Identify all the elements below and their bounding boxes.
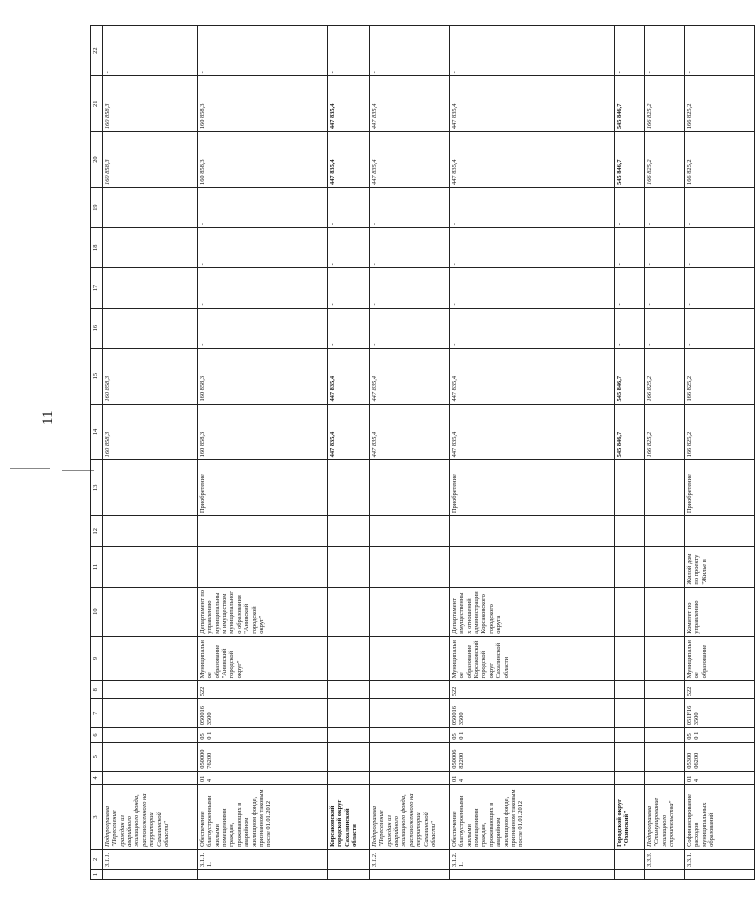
table-cell-col-7: 051F16 3500 <box>685 699 755 728</box>
table-cell-col-22: - <box>328 26 370 76</box>
table-cell-col-13 <box>645 460 685 516</box>
table-cell-col-12 <box>198 516 328 547</box>
table-cell-col-19: - <box>685 187 755 227</box>
table-cell-col-13 <box>328 460 370 516</box>
table-cell-col-3: Подпрограмма "Переселение граждан из аварийного жилищного фонда, расположенного на территории Сахалинской области" <box>370 785 450 850</box>
table-cell-col-22: - <box>685 26 755 76</box>
scan-edge-mark <box>10 468 50 469</box>
table-cell-col-2: 3.1.2.1. <box>450 849 615 869</box>
table-row <box>370 26 450 880</box>
table-cell-col-14: 447 835,4 <box>370 404 450 460</box>
table-cell-col-19: - <box>370 187 450 227</box>
table-cell-col-4: 014 <box>198 771 328 784</box>
column-number-15: 15 <box>91 348 103 404</box>
column-number-13: 13 <box>91 460 103 516</box>
table-cell-col-12 <box>615 516 645 547</box>
table-cell-col-1 <box>645 869 685 879</box>
column-number-2: 2 <box>91 849 103 869</box>
table-cell-col-11 <box>370 547 450 587</box>
table-cell-col-6 <box>645 728 685 743</box>
table-cell-col-14: 166 825,2 <box>685 404 755 460</box>
table-cell-col-1 <box>370 869 450 879</box>
table-cell-col-10 <box>370 587 450 636</box>
table-cell-col-12 <box>328 516 370 547</box>
table-cell-col-17: - <box>450 268 615 308</box>
column-number-14: 14 <box>91 404 103 460</box>
page-number: 11 <box>40 410 56 425</box>
table-cell-col-4 <box>645 771 685 784</box>
table-cell-col-11 <box>450 547 615 587</box>
table-cell-col-2: 3.1.1.1. <box>198 849 328 869</box>
table-cell-col-1 <box>450 869 615 879</box>
table-cell-col-12 <box>645 516 685 547</box>
table-cell-col-3: Корсаковский городской округ Сахалинской области <box>328 785 370 850</box>
column-number-20: 20 <box>91 132 103 188</box>
table-cell-col-5 <box>103 742 198 771</box>
table-cell-col-7 <box>615 699 645 728</box>
table-cell-col-2: 3.3.1. <box>685 849 755 869</box>
table-cell-col-14: 447 835,4 <box>328 404 370 460</box>
table-cell-col-7: 050016 3500 <box>198 699 328 728</box>
column-number-22: 22 <box>91 26 103 76</box>
table-cell-col-10: Департамент по управлению муниципальным имуществом муниципального образования "Анивский городской округ" <box>198 587 328 636</box>
table-cell-col-2: 3.1.2. <box>370 849 450 869</box>
table-cell-col-15: 160 858,3 <box>103 348 198 404</box>
table-cell-col-22: - <box>103 26 198 76</box>
table-cell-col-15: 166 825,2 <box>645 348 685 404</box>
table-cell-col-1 <box>685 869 755 879</box>
column-number-4: 4 <box>91 771 103 784</box>
table-cell-col-20: 160 858,3 <box>103 132 198 188</box>
table-cell-col-13 <box>103 460 198 516</box>
table-cell-col-9 <box>370 636 450 681</box>
column-number-5: 5 <box>91 742 103 771</box>
table-cell-col-13: Приобретение <box>198 460 328 516</box>
table-cell-col-13 <box>615 460 645 516</box>
table-cell-col-6: 050 1 <box>450 728 615 743</box>
table-cell-col-8 <box>615 681 645 699</box>
table-cell-col-22: - <box>198 26 328 76</box>
table-cell-col-21: 545 846,7 <box>615 76 645 132</box>
table-cell-col-19: - <box>198 187 328 227</box>
table-cell-col-4: 014 <box>685 771 755 784</box>
table-cell-col-18: - <box>615 228 645 268</box>
table-cell-col-2 <box>328 849 370 869</box>
table-cell-col-13: Приобретение <box>685 460 755 516</box>
column-number-16: 16 <box>91 308 103 348</box>
column-number-10: 10 <box>91 587 103 636</box>
table-row <box>450 26 615 880</box>
table-cell-col-11 <box>198 547 328 587</box>
table-cell-col-7: 050016 3500 <box>450 699 615 728</box>
table-cell-col-3: Софинансирование расходов муниципальных образований <box>685 785 755 850</box>
table-cell-col-8 <box>645 681 685 699</box>
table-cell-col-8: 522 <box>198 681 328 699</box>
table-cell-col-21: 447 835,4 <box>370 76 450 132</box>
table-cell-col-17: - <box>685 268 755 308</box>
table-cell-col-22: - <box>645 26 685 76</box>
table-cell-col-22: - <box>615 26 645 76</box>
table-cell-col-22: - <box>370 26 450 76</box>
table-cell-col-20: 447 835,4 <box>450 132 615 188</box>
table-cell-col-21: 160 858,3 <box>103 76 198 132</box>
column-number-7: 7 <box>91 699 103 728</box>
table-cell-col-11 <box>328 547 370 587</box>
table-cell-col-18: - <box>370 228 450 268</box>
table-cell-col-10 <box>645 587 685 636</box>
table-cell-col-11 <box>645 547 685 587</box>
table-cell-col-11: Жилой дом по проекту "Жилье в <box>685 547 755 587</box>
table-cell-col-5: 05300 06200 <box>685 742 755 771</box>
table-cell-col-10: Департамент имущественных отношений администрации Корсаковского городского округа <box>450 587 615 636</box>
table-cell-col-4 <box>328 771 370 784</box>
table-cell-col-20: 545 846,7 <box>615 132 645 188</box>
column-number-6: 6 <box>91 728 103 743</box>
table-cell-col-5 <box>645 742 685 771</box>
table-cell-col-9: Муниципальное образование "Анивский городской округ" <box>198 636 328 681</box>
table-cell-col-19: - <box>450 187 615 227</box>
table-cell-col-16: - <box>450 308 615 348</box>
table-cell-col-4 <box>615 771 645 784</box>
table-cell-col-19: - <box>328 187 370 227</box>
table-cell-col-3: Городской округ "Охинский" <box>615 785 645 850</box>
table-cell-col-16: - <box>328 308 370 348</box>
rotated-table-container <box>90 25 755 880</box>
table-cell-col-18: - <box>450 228 615 268</box>
table-cell-col-9 <box>645 636 685 681</box>
table-cell-col-8: 522 <box>450 681 615 699</box>
table-cell-col-21: 447 835,4 <box>450 76 615 132</box>
table-cell-col-2: 3.3.3. <box>645 849 685 869</box>
table-cell-col-18: - <box>645 228 685 268</box>
table-cell-col-14: 160 858,3 <box>103 404 198 460</box>
table-cell-col-7 <box>370 699 450 728</box>
column-number-8: 8 <box>91 681 103 699</box>
table-cell-col-19: - <box>615 187 645 227</box>
column-number-12: 12 <box>91 516 103 547</box>
table-cell-col-4: 014 <box>450 771 615 784</box>
table-cell-col-18: - <box>685 228 755 268</box>
table-cell-col-16: - <box>615 308 645 348</box>
table-row <box>328 26 370 880</box>
table-cell-col-5: 050006 82200 <box>450 742 615 771</box>
table-row <box>685 26 755 880</box>
column-number-17: 17 <box>91 268 103 308</box>
table-cell-col-17: - <box>198 268 328 308</box>
table-cell-col-2 <box>615 849 645 869</box>
table-cell-col-12 <box>685 516 755 547</box>
table-cell-col-21: 447 835,4 <box>328 76 370 132</box>
table-cell-col-5: 050000 76200 <box>198 742 328 771</box>
table-cell-col-6 <box>370 728 450 743</box>
table-cell-col-10 <box>615 587 645 636</box>
table-cell-col-6 <box>103 728 198 743</box>
table-cell-col-2: 3.1.1. <box>103 849 198 869</box>
table-cell-col-16: - <box>370 308 450 348</box>
table-cell-col-15: 447 835,4 <box>370 348 450 404</box>
table-cell-col-5 <box>328 742 370 771</box>
table-row <box>645 26 685 880</box>
table-cell-col-6: 050 1 <box>198 728 328 743</box>
table-cell-col-20: 447 835,4 <box>328 132 370 188</box>
table-cell-col-16: - <box>645 308 685 348</box>
table-cell-col-17: - <box>370 268 450 308</box>
table-cell-col-7 <box>103 699 198 728</box>
table-cell-col-13: Приобретение <box>450 460 615 516</box>
table-cell-col-21: 166 825,2 <box>685 76 755 132</box>
table-cell-col-15: 166 825,2 <box>685 348 755 404</box>
table-cell-col-11 <box>103 547 198 587</box>
table-cell-col-17: - <box>328 268 370 308</box>
table-body <box>103 26 755 880</box>
table-cell-col-8: 522 <box>685 681 755 699</box>
column-number-1: 1 <box>91 869 103 879</box>
column-number-11: 11 <box>91 547 103 587</box>
table-cell-col-18 <box>103 228 198 268</box>
table-cell-col-10: Комитет по управлению <box>685 587 755 636</box>
table-cell-col-3: Подпрограмма "Стимулирование жилищного строительства" <box>645 785 685 850</box>
table-cell-col-16 <box>103 308 198 348</box>
budget-table <box>90 25 755 880</box>
table-cell-col-15: 160 858,3 <box>198 348 328 404</box>
table-row <box>615 26 645 880</box>
table-cell-col-21: 160 858,3 <box>198 76 328 132</box>
column-number-18: 18 <box>91 228 103 268</box>
table-cell-col-18: - <box>198 228 328 268</box>
table-cell-col-1 <box>103 869 198 879</box>
table-cell-col-14: 545 846,7 <box>615 404 645 460</box>
table-cell-col-13 <box>370 460 450 516</box>
table-cell-col-3: Обеспечение благоустроенными жилыми помещениями граждан, проживающих в аварийном жилищном фонде, признанном таковым после 01.01.2012 <box>198 785 328 850</box>
table-cell-col-3: Обеспечение благоустроенными жилыми помещениями граждан, проживающих в аварийном жилищном фонде, признанном таковым после 01.01.2012 <box>450 785 615 850</box>
table-cell-col-5 <box>370 742 450 771</box>
table-cell-col-7 <box>328 699 370 728</box>
table-cell-col-20: 447 835,4 <box>370 132 450 188</box>
table-cell-col-14: 160 858,3 <box>198 404 328 460</box>
table-cell-col-8 <box>103 681 198 699</box>
table-cell-col-1 <box>615 869 645 879</box>
table-cell-col-6 <box>328 728 370 743</box>
table-cell-col-19: - <box>645 187 685 227</box>
table-cell-col-9 <box>328 636 370 681</box>
table-cell-col-8 <box>370 681 450 699</box>
table-cell-col-3: Подпрограмма "Переселение граждан из аварийного жилищного фонда, расположенного на территории Сахалинской области" <box>103 785 198 850</box>
table-cell-col-16: - <box>198 308 328 348</box>
table-cell-col-12 <box>370 516 450 547</box>
table-cell-col-10 <box>328 587 370 636</box>
table-cell-col-10 <box>103 587 198 636</box>
table-cell-col-15: 447 835,4 <box>450 348 615 404</box>
table-cell-col-21: 166 825,2 <box>645 76 685 132</box>
table-cell-col-9: Муниципальное образование <box>685 636 755 681</box>
table-cell-col-16: - <box>685 308 755 348</box>
table-cell-col-12 <box>103 516 198 547</box>
table-cell-col-4 <box>103 771 198 784</box>
table-cell-col-17: - <box>645 268 685 308</box>
table-cell-col-19 <box>103 187 198 227</box>
table-cell-col-18: - <box>328 228 370 268</box>
column-number-19: 19 <box>91 187 103 227</box>
table-cell-col-8 <box>328 681 370 699</box>
table-cell-col-14: 447 835,4 <box>450 404 615 460</box>
table-cell-col-1 <box>328 869 370 879</box>
table-cell-col-15: 545 846,7 <box>615 348 645 404</box>
table-cell-col-20: 160 858,3 <box>198 132 328 188</box>
column-number-row <box>91 26 103 880</box>
column-number-21: 21 <box>91 76 103 132</box>
table-cell-col-14: 166 825,2 <box>645 404 685 460</box>
column-number-9: 9 <box>91 636 103 681</box>
table-cell-col-5 <box>615 742 645 771</box>
table-row <box>198 26 328 880</box>
table-cell-col-9 <box>615 636 645 681</box>
table-cell-col-17 <box>103 268 198 308</box>
table-cell-col-17: - <box>615 268 645 308</box>
table-cell-col-12 <box>450 516 615 547</box>
table-cell-col-7 <box>645 699 685 728</box>
table-row <box>103 26 198 880</box>
table-cell-col-20: 166 825,2 <box>645 132 685 188</box>
table-cell-col-9: Муниципальное образование Корсаковский городской округ Сахалинской области <box>450 636 615 681</box>
table-cell-col-20: 166 825,2 <box>685 132 755 188</box>
table-cell-col-11 <box>615 547 645 587</box>
table-cell-col-9 <box>103 636 198 681</box>
column-number-3: 3 <box>91 785 103 850</box>
table-cell-col-22: - <box>450 26 615 76</box>
table-cell-col-1 <box>198 869 328 879</box>
table-cell-col-6 <box>615 728 645 743</box>
table-cell-col-6: 050 1 <box>685 728 755 743</box>
table-cell-col-4 <box>370 771 450 784</box>
table-cell-col-15: 447 835,4 <box>328 348 370 404</box>
